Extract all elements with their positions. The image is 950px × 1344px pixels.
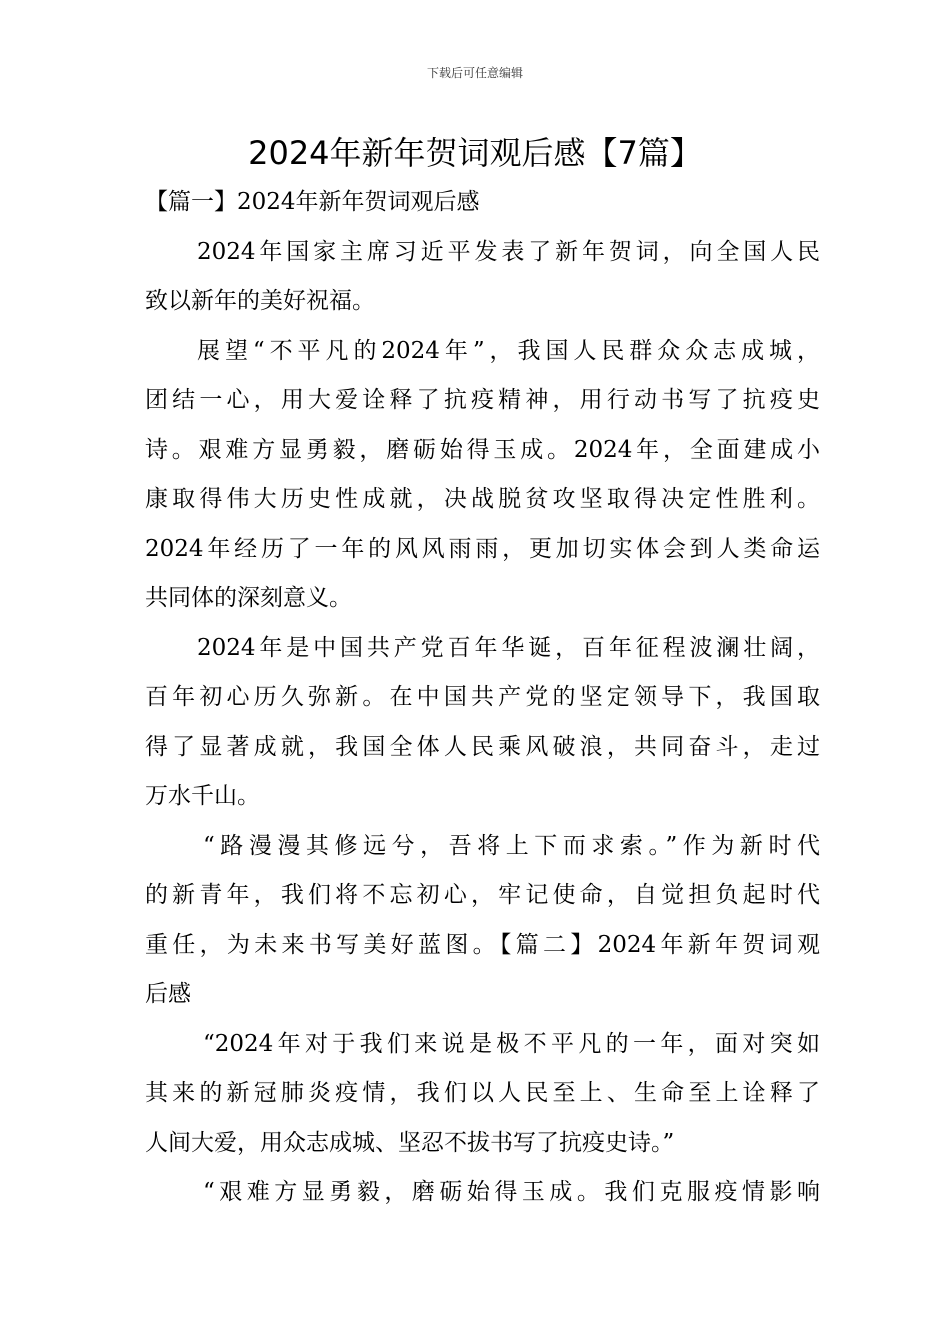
paragraph-line: 后感: [145, 981, 191, 1007]
paragraph-line: 共同体的深刻意义。: [145, 585, 352, 611]
paragraph-line: 2024年国家主席习近平发表了新年贺词，向全国人民: [197, 238, 820, 265]
paragraph-line: 诗。艰难方显勇毅，磨砺始得玉成。2024年，全面建成小: [145, 436, 820, 463]
document-title: 2024年新年贺词观后感【7篇】: [248, 134, 702, 172]
section-heading: 【篇一】2024年新年贺词观后感: [145, 189, 480, 215]
document-body: [145, 178, 820, 1218]
paragraph-line: 致以新年的美好祝福。: [145, 288, 375, 314]
paragraph-line: “艰难方显勇毅，磨砺始得玉成。我们克服疫情影响: [203, 1179, 820, 1205]
paragraph-line: 展望“不平凡的2024年”，我国人民群众众志成城，: [197, 337, 820, 364]
paragraph-line: 万水千山。: [145, 783, 260, 809]
paragraph-line: 2024年是中国共产党百年华诞，百年征程波澜壮阔，: [197, 634, 820, 661]
paragraph-line: 团结一心，用大爱诠释了抗疫精神，用行动书写了抗疫史: [145, 387, 820, 413]
paragraph-line: 人间大爱，用众志成城、坚忍不拔书写了抗疫史诗。”: [145, 1129, 675, 1156]
paragraph-line: 的新青年，我们将不忘初心，牢记使命，自觉担负起时代: [145, 882, 820, 908]
paragraph-line: “路漫漫其修远兮，吾将上下而求索。”作为新时代: [203, 832, 820, 859]
paragraph-line: 百年初心历久弥新。在中国共产党的坚定领导下，我国取: [145, 684, 820, 710]
paragraph-line: “2024年对于我们来说是极不平凡的一年，面对突如: [203, 1030, 820, 1057]
paragraph-line: 2024年经历了一年的风风雨雨，更加切实体会到人类命运: [145, 535, 820, 562]
header-note: 下载后可任意编辑: [426, 66, 523, 80]
paragraph-line: 康取得伟大历史性成就，决战脱贫攻坚取得决定性胜利。: [145, 486, 820, 512]
paragraph-line: 其来的新冠肺炎疫情，我们以人民至上、生命至上诠释了: [145, 1080, 820, 1106]
paragraph-line: 重任，为未来书写美好蓝图。【篇二】2024年新年贺词观: [145, 931, 820, 958]
paragraph-line: 得了显著成就，我国全体人民乘风破浪，共同奋斗，走过: [145, 733, 820, 760]
